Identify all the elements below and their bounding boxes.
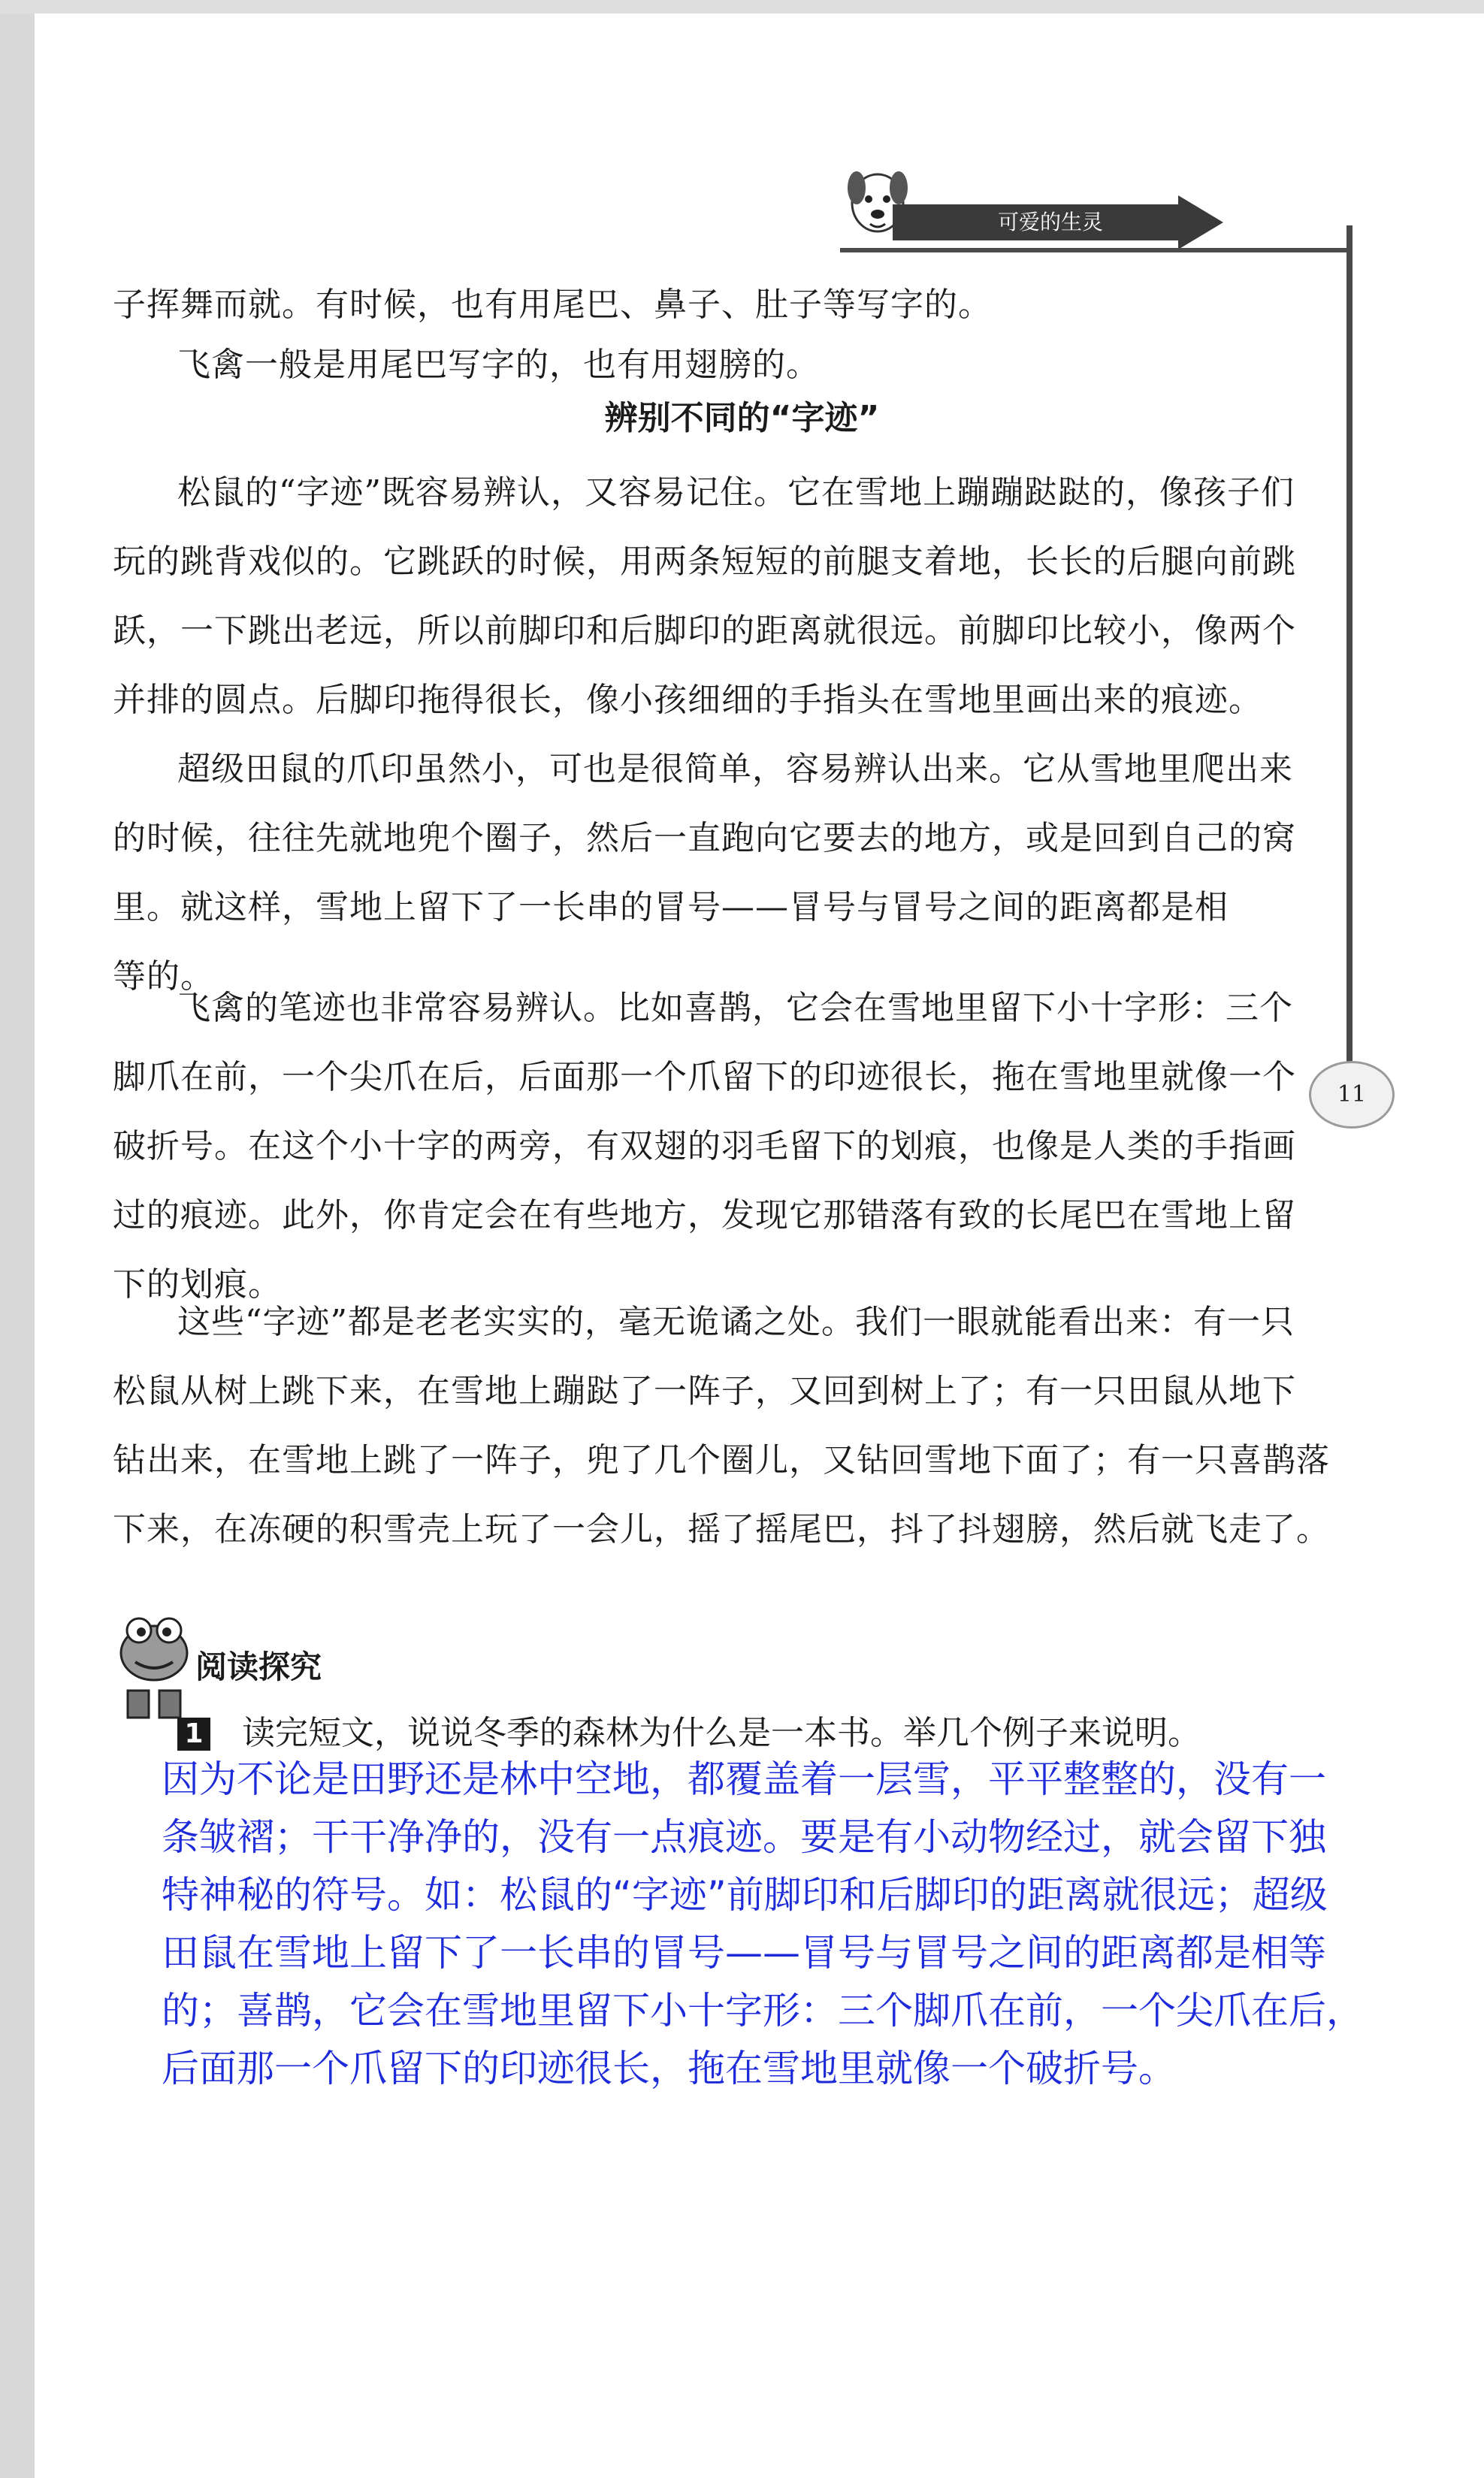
text-line: 子挥舞而就。有时候，也有用尾巴、鼻子、肚子等写字的。	[113, 286, 992, 324]
text-line: 下的划痕。	[113, 1265, 282, 1304]
text-line: 松鼠的“字迹”既容易辨认，又容易记住。它在雪地上蹦蹦跶跶的，像孩子们	[177, 473, 1295, 512]
header-badge	[840, 158, 1231, 248]
answer-line: 条皱褶；干干净净的，没有一点痕迹。要是有小动物经过，就会留下独	[162, 1815, 1326, 1859]
text-line: 这些“字迹”都是老老实实的，毫无诡谲之处。我们一眼就能看出来：有一只	[177, 1303, 1295, 1341]
text-line: 等的。	[113, 957, 214, 996]
paragraph-0	[113, 270, 1307, 340]
text-line: 飞禽的笔迹也非常容易辨认。比如喜鹊，它会在雪地里留下小十字形：三个	[177, 989, 1293, 1027]
text-line: 的时候，往往先就地兜个圈子，然后一直跑向它要去的地方，或是回到自己的窝	[113, 819, 1296, 857]
paragraph-summary	[113, 1288, 1330, 1564]
text-line: 过的痕迹。此外，你肯定会在有些地方，发现它那错落有致的长尾巴在雪地上留	[113, 1196, 1296, 1234]
paragraph-bird	[113, 974, 1307, 1319]
scan-edge-top	[0, 0, 1484, 14]
text-line: 下来，在冻硬的积雪壳上玩了一会儿，摇了摇尾巴，抖了抖翅膀，然后就飞走了。	[113, 1510, 1330, 1549]
text-line: 超级田鼠的爪印虽然小，可也是很简单，容易辨认出来。它从雪地里爬出来	[177, 750, 1293, 788]
question-number: 1	[177, 1718, 210, 1751]
question-text: 读完短文，说说冬季的森林为什么是一本书。举几个例子来说明。	[242, 1714, 1201, 1752]
text-line: 飞禽一般是用尾巴写字的，也有用翅膀的。	[177, 346, 820, 384]
text-line: 并排的圆点。后脚印拖得很长，像小孩细细的手指头在雪地里画出来的痕迹。	[113, 681, 1262, 719]
text-line: 松鼠从树上跳下来，在雪地上蹦跶了一阵子，又回到树上了；有一只田鼠从地下	[113, 1372, 1296, 1410]
text-line: 玩的跳背戏似的。它跳跃的时候，用两条短短的前腿支着地，长长的后腿向前跳	[113, 542, 1296, 581]
answer-line: 因为不论是田野还是林中空地，都覆盖着一层雪，平平整整的，没有一	[162, 1757, 1326, 1801]
handwritten-answer	[162, 1751, 1454, 2098]
answer-line: 后面那一个爪留下的印迹很长，拖在雪地里就像一个破折号。	[162, 2047, 1176, 2090]
page-number: 11	[1309, 1061, 1395, 1129]
scan-edge	[0, 0, 35, 2478]
answer-line: 田鼠在雪地上留下了一长串的冒号——冒号与冒号之间的距离都是相等	[162, 1931, 1326, 1975]
text-line: 钻出来，在雪地上跳了一阵子，兜了几个圈儿，又钻回雪地下面了；有一只喜鹊落	[113, 1441, 1330, 1479]
reading-explore-section	[105, 1600, 406, 1728]
text-line: 跃，一下跳出老远，所以前脚印和后脚印的距离就很远。前脚印比较小，像两个	[113, 612, 1296, 650]
answer-line: 特神秘的符号。如：松鼠的“字迹”前脚印和后脚印的距离就很远；超级	[162, 1873, 1328, 1917]
section-heading: 辨别不同的“字迹”	[604, 399, 880, 437]
header-title: 可爱的生灵	[997, 210, 1103, 234]
top-rule	[840, 248, 1351, 252]
explore-title: 阅读探究	[195, 1648, 322, 1685]
paragraph-vole	[113, 735, 1307, 1011]
header-arrow-tip	[1178, 195, 1223, 249]
paragraph-1	[177, 331, 1372, 400]
text-line: 破折号。在这个小十字的两旁，有双翅的羽毛留下的划痕，也像是人类的手指画	[113, 1127, 1296, 1165]
text-line: 里。就这样，雪地上留下了一长串的冒号——冒号与冒号之间的距离都是相	[113, 888, 1229, 926]
frog-mascot-icon	[105, 1600, 203, 1728]
answer-line: 的；喜鹊，它会在雪地里留下小十字形：三个脚爪在前，一个尖爪在后，	[162, 1989, 1364, 2032]
text-line: 脚爪在前，一个尖爪在后，后面那一个爪留下的印迹很长，拖在雪地里就像一个	[113, 1058, 1296, 1096]
paragraph-squirrel	[113, 458, 1307, 735]
